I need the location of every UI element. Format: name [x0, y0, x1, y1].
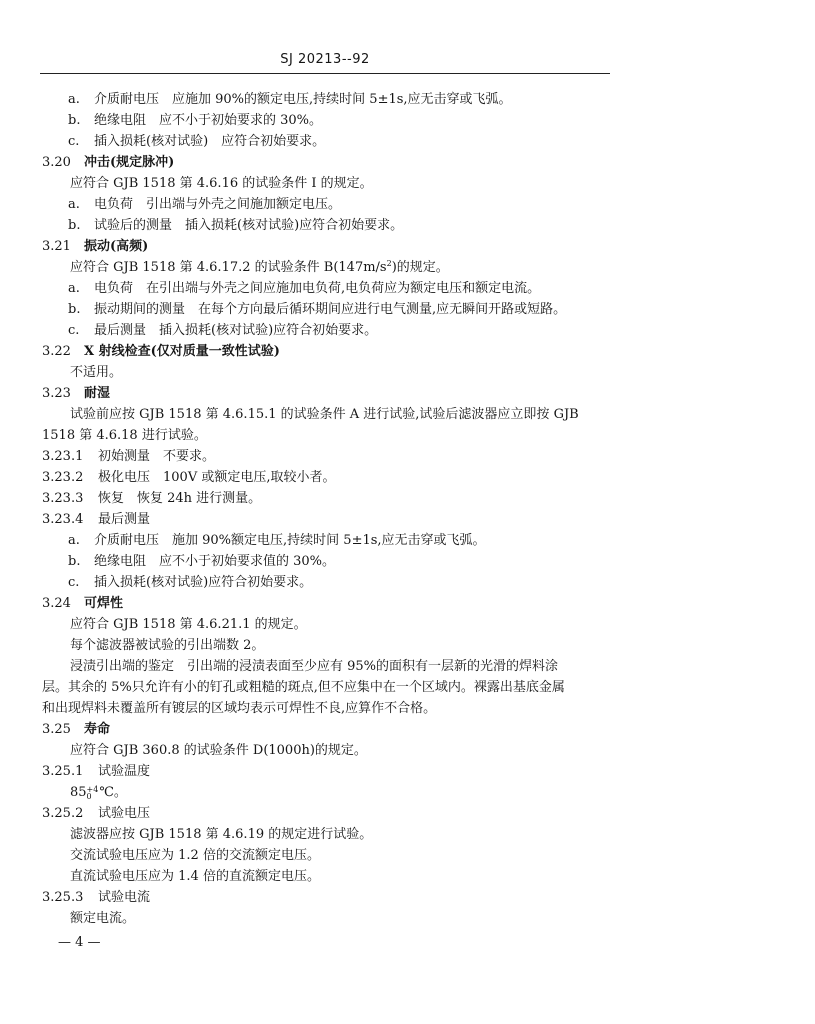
section-title: 耐湿	[84, 386, 111, 401]
list-item	[68, 217, 403, 235]
paragraph: 直流试验电压应为 1.4 倍的直流额定电压。	[70, 869, 320, 884]
item-label: b.	[68, 302, 81, 317]
subsection	[42, 448, 215, 466]
section-heading	[42, 595, 123, 613]
subsection	[42, 490, 261, 508]
item-text: 插入损耗(核对试验)应符合初始要求。	[94, 575, 313, 590]
paragraph: 和出现焊料未覆盖所有镀层的区域均表示可焊性不良,应算作不合格。	[42, 701, 437, 716]
list-item	[68, 532, 486, 550]
item-text: 绝缘电阻 应不小于初始要求值的 30%。	[94, 554, 336, 569]
tolerance-lower: 0	[86, 791, 92, 801]
item-text: 绝缘电阻 应不小于初始要求的 30%。	[94, 113, 323, 128]
list-item	[68, 112, 322, 130]
subsection-text: 试验温度	[98, 764, 151, 779]
item-text: 电负荷 引出端与外壳之间施加额定电压。	[94, 197, 342, 212]
item-text: 试验后的测量 插入损耗(核对试验)应符合初始要求。	[94, 218, 404, 233]
item-label: c.	[68, 575, 80, 590]
list-item	[68, 301, 566, 319]
section-title: 冲击(规定脉冲)	[84, 155, 175, 170]
paragraph-text: 应符合 GJB 1518 第 4.6.17.2 的试验条件 B(147m/s	[70, 260, 387, 275]
section-number: 3.22	[42, 344, 71, 359]
section-number: 3.21	[42, 239, 71, 254]
paragraph: 浸渍引出端的鉴定 引出端的浸渍表面至少应有 95%的面积有一层新的光滑的焊料涂	[70, 659, 559, 674]
tolerance	[87, 786, 99, 800]
item-text: 振动期间的测量 在每个方向最后循环期间应进行电气测量,应无瞬间开路或短路。	[94, 302, 567, 317]
section-number: 3.20	[42, 155, 71, 170]
paragraph	[70, 259, 449, 277]
temperature-base: 85	[70, 785, 87, 800]
section-number: 3.24	[42, 596, 71, 611]
paragraph: 试验前应按 GJB 1518 第 4.6.15.1 的试验条件 A 进行试验,试验后滤波器应立即按 GJB	[70, 407, 579, 422]
paragraph: 应符合 GJB 1518 第 4.6.21.1 的规定。	[70, 617, 307, 632]
item-label: a.	[68, 281, 80, 296]
item-label: a.	[68, 533, 80, 548]
section-heading	[42, 721, 110, 739]
item-text: 电负荷 在引出端与外壳之间应施加电负荷,电负荷应为额定电压和额定电流。	[94, 281, 541, 296]
item-label: b.	[68, 218, 81, 233]
section-number: 3.25.2	[42, 806, 84, 821]
paragraph: 滤波器应按 GJB 1518 第 4.6.19 的规定进行试验。	[70, 827, 373, 842]
section-number: 3.25.3	[42, 890, 84, 905]
section-title: 振动(高频)	[84, 239, 149, 254]
section-title: 寿命	[84, 722, 111, 737]
section-number: 3.23.2	[42, 470, 84, 485]
item-label: b.	[68, 113, 81, 128]
item-text: 最后测量 插入损耗(核对试验)应符合初始要求。	[94, 323, 378, 338]
subsection	[42, 469, 335, 487]
subsection-text: 恢复 恢复 24h 进行测量。	[98, 491, 262, 506]
item-label: c.	[68, 323, 80, 338]
paragraph: 应符合 GJB 360.8 的试验条件 D(1000h)的规定。	[70, 743, 367, 758]
list-item	[68, 322, 377, 340]
subsection-text: 初始测量 不要求。	[98, 449, 216, 464]
subsection-text: 极化电压 100V 或额定电压,取较小者。	[98, 470, 336, 485]
section-number: 3.23.3	[42, 491, 84, 506]
item-label: b.	[68, 554, 81, 569]
section-title: X 射线检查(仅对质量一致性试验)	[84, 344, 280, 359]
paragraph: 层。其余的 5%只允许有小的钉孔或粗糙的斑点,但不应集中在一个区域内。裸露出基底金属	[42, 680, 565, 695]
list-item	[68, 196, 341, 214]
subsection	[42, 805, 150, 823]
section-number: 3.23.1	[42, 449, 84, 464]
list-item	[68, 91, 512, 109]
paragraph: 额定电流。	[70, 911, 136, 926]
item-text: 插入损耗(核对试验) 应符合初始要求。	[94, 134, 326, 149]
subsection	[42, 763, 150, 781]
paragraph: 交流试验电压应为 1.2 倍的交流额定电压。	[70, 848, 320, 863]
tolerance-upper: +4	[86, 784, 99, 794]
list-item	[68, 553, 335, 571]
subsection	[42, 889, 150, 907]
section-number: 3.25	[42, 722, 71, 737]
section-heading	[42, 154, 174, 172]
section-title: 可焊性	[84, 596, 124, 611]
section-heading	[42, 238, 148, 256]
item-text: 介质耐电压 应施加 90%的额定电压,持续时间 5±1s,应无击穿或飞弧。	[94, 92, 512, 107]
list-item	[68, 280, 540, 298]
item-text: 介质耐电压 施加 90%额定电压,持续时间 5±1s,应无击穿或飞弧。	[94, 533, 486, 548]
paragraph: 每个滤波器被试验的引出端数 2。	[70, 638, 265, 653]
subsection-text: 最后测量	[98, 512, 151, 527]
section-number: 3.23.4	[42, 512, 84, 527]
section-heading	[42, 343, 280, 361]
list-item	[68, 574, 312, 592]
section-number: 3.23	[42, 386, 71, 401]
subsection-text: 试验电流	[98, 890, 151, 905]
temperature-value	[70, 784, 127, 802]
temperature-unit: ℃。	[99, 785, 127, 800]
document-code-header: SJ 20213--92	[280, 52, 370, 67]
paragraph-text: )的规定。	[391, 260, 449, 275]
item-label: c.	[68, 134, 80, 149]
superscript: 2	[386, 259, 392, 268]
header-rule	[40, 73, 610, 74]
subsection-text: 试验电压	[98, 806, 151, 821]
paragraph: 应符合 GJB 1518 第 4.6.16 的试验条件 I 的规定。	[70, 176, 373, 191]
page-number: — 4 —	[58, 935, 101, 950]
item-label: a.	[68, 197, 80, 212]
paragraph: 1518 第 4.6.18 进行试验。	[42, 428, 207, 443]
section-number: 3.25.1	[42, 764, 84, 779]
subsection	[42, 511, 150, 529]
section-heading	[42, 385, 110, 403]
item-label: a.	[68, 92, 80, 107]
paragraph: 不适用。	[70, 365, 123, 380]
list-item	[68, 133, 325, 151]
